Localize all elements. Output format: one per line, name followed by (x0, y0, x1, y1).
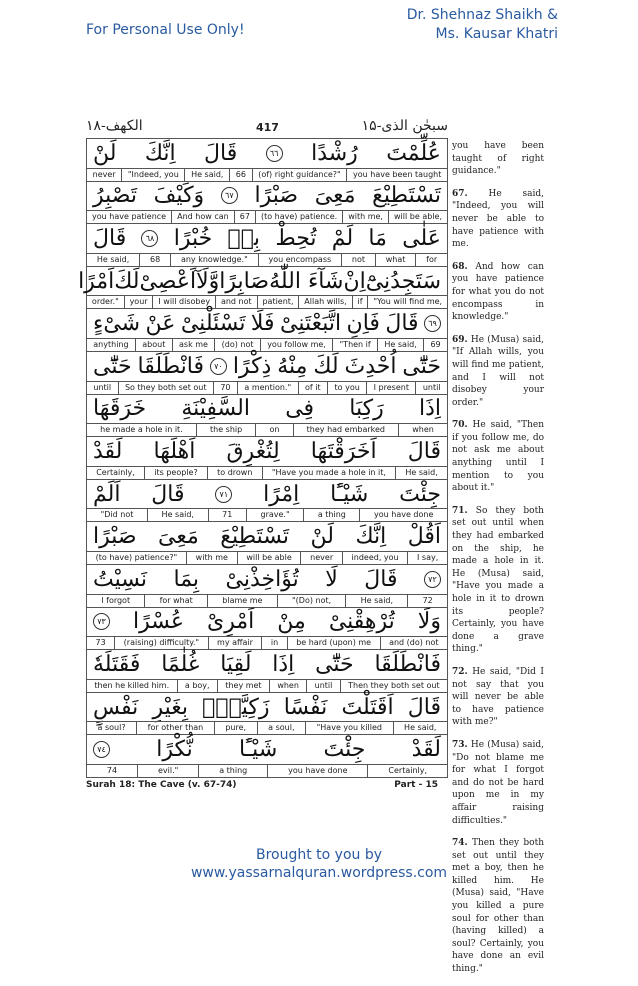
arabic-word: لِتُغْرِقَ (226, 438, 280, 464)
arabic-word: لَا (325, 566, 338, 592)
gloss-cell: Allah wills, (298, 296, 351, 308)
arabic-word: فَقَتَلَهٗ (93, 651, 141, 677)
gloss-cell: if (352, 296, 368, 308)
arabic-line (87, 139, 447, 168)
translation-paragraph (452, 334, 544, 410)
translation-paragraph (452, 419, 544, 495)
gloss-line (87, 721, 447, 735)
header-left: For Personal Use Only! (86, 22, 245, 38)
gloss-cell: about (135, 339, 172, 351)
gloss-cell: they met (217, 680, 269, 692)
arabic-word: اَهْلَهَا (153, 438, 196, 464)
arabic-word: غُلٰمًا (161, 651, 200, 677)
translation-text: And how can you have patience for what you do not encompass in knowledge." (452, 261, 544, 323)
arabic-word: عُلِّمْتَ (386, 140, 441, 166)
gloss-cell: for (415, 254, 447, 266)
arabic-line (87, 608, 447, 637)
gloss-cell: "You will find me, (367, 296, 447, 308)
arabic-word: تُؤَاخِذْنِىْ (225, 566, 299, 592)
gloss-cell: never (92, 169, 116, 179)
verse-number-marker: ٧٠ (210, 358, 227, 375)
gloss-cell: 69 (423, 339, 447, 351)
arabic-word: فَاِنِ (346, 311, 380, 337)
gloss-cell: a boy, (177, 680, 217, 692)
gloss-line (87, 253, 447, 267)
gloss-cell: a soul? (97, 723, 126, 733)
arabic-line (87, 650, 447, 679)
arabic-word: اِذَا (418, 396, 441, 422)
gloss-cell: to drown (207, 467, 262, 479)
arabic-word: قَالَ (407, 694, 441, 720)
gloss-cell: He said, (96, 254, 130, 264)
gloss-cell: never (300, 552, 341, 564)
gloss-cell: I will disobey (152, 296, 215, 308)
arabic-word: وَلَا (417, 609, 441, 635)
arabic-word: مِنْهُ (277, 353, 308, 379)
translation-text: He said, "Indeed, you will never be able to have patience with me. (452, 188, 544, 250)
gloss-cell: (to have) patience?" (95, 553, 178, 562)
verse-number: 73. (452, 739, 468, 750)
translation-text: He said, "Did I not say that you will never be able to have patience with me?" (452, 666, 544, 728)
gloss-cell: (do) not (214, 339, 260, 351)
gloss-cell: He said, (395, 467, 447, 479)
gloss-cell: "Have you killed (305, 722, 392, 734)
translation-text: He (Musa) said, "If Allah wills, you will find me patient, and I will not disobey your order." (452, 334, 544, 408)
surah-reference: Surah 18: The Cave (v. 67-74) (86, 780, 237, 790)
arabic-word: تَسْتَطِيْعَ (220, 524, 290, 550)
arabic-word: حَتّٰٓى (402, 353, 441, 379)
arabic-word: بِهٖ (227, 225, 261, 251)
verse-number-marker: ٧٤ (93, 741, 110, 758)
arabic-word: اُحْدِثَ (344, 353, 397, 379)
arabic-line (87, 224, 447, 253)
gloss-cell: He said, (377, 339, 423, 351)
gloss-cell: will be able (237, 552, 301, 564)
gloss-cell: a soul, (257, 722, 305, 734)
arabic-line (87, 395, 447, 424)
arabic-word: نَفْسًا (283, 694, 328, 720)
arabic-word: وَّلَآ (196, 268, 220, 294)
arabic-line (87, 565, 447, 594)
arabic-word: صَابِرًا (219, 268, 270, 294)
verse-number: 72. (452, 666, 468, 677)
gloss-cell: 73 (95, 638, 106, 648)
arabic-word: تَسْئَلْنِىْ (180, 311, 246, 337)
gloss-cell: to you (327, 382, 366, 394)
arabic-word: عُسْرًا (133, 609, 185, 635)
gloss-cell: until (306, 680, 339, 692)
gloss-line (87, 764, 447, 778)
gloss-cell: (raising) difficulty." (114, 637, 207, 649)
gloss-cell: indeed, you (342, 552, 408, 564)
gloss-cell: He said, (345, 595, 407, 607)
gloss-cell: on (255, 424, 292, 436)
arabic-word: شَيْـًٔا (239, 737, 278, 763)
gloss-line (87, 466, 447, 480)
arabic-word: اَقُلْ (407, 524, 441, 550)
verse-number: 69. (452, 334, 468, 345)
verse-number-marker: ٦٩ (424, 315, 441, 332)
translation-text: you have been taught of right guidance." (452, 141, 544, 177)
arabic-word: تُرْهِقْنِىْ (328, 609, 395, 635)
gloss-cell: "Did not (100, 510, 134, 520)
arabic-word: لَكَ (313, 353, 339, 379)
arabic-word: شَىْءٍ (93, 311, 141, 337)
verse-number-marker: ٦٧ (221, 187, 238, 204)
gloss-cell: grave." (246, 509, 303, 521)
gloss-cell: you encompass (258, 254, 341, 266)
arabic-word: عَلٰى (402, 225, 441, 251)
gloss-cell: be hard (upon) me (287, 637, 380, 649)
translation-paragraph (452, 505, 544, 656)
arabic-line (87, 437, 447, 466)
verse-number: 74. (452, 838, 468, 849)
gloss-cell: I say, (407, 552, 447, 564)
gloss-cell: when (398, 424, 447, 436)
arabic-word: سَتَجِدُنِىْٓ (365, 268, 441, 294)
arabic-word: رَكِبَا (349, 396, 384, 422)
verse-number-marker: ٦٦ (266, 145, 283, 162)
arabic-word: حَتّٰٓى (93, 353, 132, 379)
arabic-word: بِمَا (173, 566, 200, 592)
verse-number: 70. (452, 420, 468, 431)
arabic-word: ذِكْرًا (232, 353, 272, 379)
arabic-word: اِنْ (343, 268, 366, 294)
arabic-word: مَا (368, 225, 387, 251)
arabic-word: عَنْ (145, 311, 176, 337)
arabic-word: لَقِيَا (220, 651, 252, 677)
gloss-cell: a thing (198, 765, 267, 777)
gloss-cell: in (261, 637, 286, 649)
gloss-cell: then he killed him. (94, 680, 170, 690)
arabic-word: لَنْ (93, 140, 117, 166)
gloss-cell: not (341, 254, 375, 266)
gloss-cell: a thing (303, 509, 359, 521)
website-link[interactable]: www.yassarnalquran.wordpress.com (190, 865, 448, 881)
arabic-line (87, 182, 447, 211)
header-right (407, 6, 558, 44)
gloss-cell: what (375, 254, 415, 266)
arabic-word: اَلَمْ (93, 481, 121, 507)
arabic-line (87, 693, 447, 722)
gloss-cell: until (415, 382, 447, 394)
arabic-word: زَكِيَّةًۢ (202, 694, 270, 720)
arabic-word: اَعْصِىْ (139, 268, 197, 294)
arabic-word: شَيْـًٔا (330, 481, 369, 507)
arabic-word: اِمْرًا (263, 481, 300, 507)
arabic-word: وَكَيْفَ (153, 183, 205, 209)
gloss-cell: for other than (136, 722, 214, 734)
arabic-word: بِغَيْرِ (152, 694, 188, 720)
translation-text: He (Musa) said, "Do not blame me for what I forgot and do not be hard upon me in my affair raising difficulties." (452, 739, 544, 826)
arabic-word: اَمْرًا (78, 268, 115, 294)
translation-paragraph (452, 261, 544, 324)
gloss-cell: (to have) patience. (255, 211, 342, 223)
gloss-line (87, 423, 447, 437)
gloss-line (87, 381, 447, 395)
gloss-cell: (of) right guidance?" (252, 169, 347, 181)
verse-number: 67. (452, 188, 468, 199)
gloss-line (87, 295, 447, 309)
arabic-word: نَسِيْتُ (93, 566, 147, 592)
arabic-word: لَقَدْ (411, 737, 441, 763)
gloss-cell: 72 (407, 595, 447, 607)
gloss-cell: the ship (196, 424, 255, 436)
arabic-word: فَانْطَلَقَا (374, 651, 441, 677)
gloss-line (87, 508, 447, 522)
page-number: 417 (256, 121, 279, 134)
gloss-cell: you have patience (92, 212, 167, 222)
surah-label: الکھف-۱۸ (86, 118, 143, 134)
arabic-word: صَبْرًا (93, 524, 137, 550)
arabic-word: لَقَدْ (93, 438, 123, 464)
arabic-word: تَسْتَطِيْعَ (372, 183, 441, 209)
gloss-cell: 71 (208, 509, 246, 521)
gloss-cell: they had embarked (293, 424, 399, 436)
arabic-word: نَفْسٍ (93, 694, 139, 720)
gloss-cell: He said, (184, 169, 229, 181)
gloss-cell: "Then if (332, 339, 377, 351)
arabic-word: خَرَقَهَا (93, 396, 147, 422)
arabic-word: لَنْ (310, 524, 334, 550)
arabic-word: صَبْرًا (254, 183, 299, 209)
verse-number-marker: ٦٨ (141, 230, 158, 247)
arabic-line (87, 352, 447, 381)
gloss-cell: will be able, (388, 211, 447, 223)
translation-paragraph (452, 140, 544, 178)
arabic-word: جِئْتَ (323, 737, 366, 763)
verse-number: 68. (452, 261, 468, 272)
arabic-word: السَّفِيْنَةِ (181, 396, 250, 422)
arabic-word: اِنَّكَ (355, 524, 387, 550)
gloss-cell: 66 (229, 169, 251, 181)
arabic-word: اَمْرِىْ (207, 609, 255, 635)
gloss-cell: So they both set out (118, 382, 213, 394)
arabic-word: نُّكْرًا (156, 737, 193, 763)
part-reference: Part - 15 (394, 780, 438, 790)
gloss-cell: 67 (234, 211, 255, 223)
arabic-word: لَكَ (114, 268, 140, 294)
gloss-cell: "(Do) not, (277, 595, 346, 607)
gloss-cell: pure, (214, 722, 257, 734)
translation-paragraph (452, 666, 544, 729)
gloss-cell: order." (91, 297, 119, 307)
author-line-1: Dr. Shehnaz Shaikh & (406, 7, 558, 23)
arabic-word: جِئْتَ (399, 481, 441, 507)
translation-paragraph (452, 188, 544, 251)
translation-text: He said, "Then if you follow me, do not ask me about anything until I mention to you about it." (452, 420, 544, 494)
gloss-cell: its people? (144, 467, 207, 479)
brought-by (0, 846, 638, 882)
gloss-cell: he made a hole in it. (100, 425, 183, 435)
gloss-cell: Certainly, (96, 467, 135, 477)
arabic-word: تَصْبِرُ (93, 183, 137, 209)
gloss-cell: with me (186, 552, 237, 564)
arabic-word: مَعِىَ (158, 524, 199, 550)
arabic-line (87, 522, 447, 551)
gloss-cell: and (do) not (380, 637, 447, 649)
gloss-cell: patient, (257, 296, 299, 308)
verse-number-marker: ٧٣ (93, 613, 110, 630)
gloss-cell: "Indeed, you (121, 169, 184, 181)
arabic-word: قَالَ (204, 140, 238, 166)
gloss-cell: you have been taught (346, 169, 447, 181)
arabic-word: قَالَ (151, 481, 185, 507)
arabic-word: اَخَرَقْتَهَا (310, 438, 377, 464)
gloss-cell: you follow me, (260, 339, 332, 351)
arabic-line (78, 267, 447, 296)
gloss-cell: blame me (207, 595, 277, 607)
arabic-word: اِذَا (272, 651, 295, 677)
gloss-cell: anything (93, 340, 129, 349)
gloss-cell: He said, (147, 509, 208, 521)
page-top-line (86, 118, 448, 138)
gloss-cell: you have done (267, 765, 367, 777)
gloss-cell: "Have you made a hole in it, (262, 467, 396, 479)
gloss-line (87, 551, 447, 565)
gloss-line (87, 210, 447, 224)
gloss-cell: for what (144, 595, 207, 607)
arabic-word: اِنَّكَ (144, 140, 176, 166)
gloss-cell: a mention." (237, 382, 298, 394)
arabic-word: تُحِطْ (275, 225, 317, 251)
arabic-word: قَالَ (364, 566, 398, 592)
verse-number-marker: ٧٢ (424, 571, 441, 588)
gloss-cell: I present (366, 382, 415, 394)
gloss-cell: when (269, 680, 306, 692)
gloss-cell: Then they both set out (340, 680, 447, 692)
arabic-word: خُبْرًا (173, 225, 213, 251)
arabic-word: قَالَ (407, 438, 441, 464)
gloss-cell: He said, (393, 722, 448, 734)
translation-text: So they both set out until when they had embarked on the ship, he made a hole in it. He (Musa) said, "Have you made a hole in it to drown its people? Certainly, you have done a grave thing." (452, 505, 544, 655)
gloss-cell: And how can (171, 211, 234, 223)
gloss-cell: evil." (137, 765, 198, 777)
word-by-word-grid (78, 138, 448, 778)
arabic-word: فِى (285, 396, 315, 422)
gloss-cell: 74 (106, 766, 118, 775)
arabic-word: شَآءَ اللّٰهُ (269, 268, 344, 294)
translation-paragraph (452, 739, 544, 827)
arabic-word: مَعِىَ (314, 183, 356, 209)
arabic-line (87, 480, 447, 509)
gloss-cell: I forgot (101, 595, 131, 605)
gloss-cell: 70 (213, 382, 237, 394)
gloss-cell: with me, (342, 211, 388, 223)
gloss-cell: Certainly, (367, 765, 447, 777)
gloss-cell: 68 (139, 254, 170, 266)
arabic-line (87, 735, 447, 764)
arabic-word: رُشْدًا (311, 140, 358, 166)
arabic-word: قَالَ (93, 225, 127, 251)
arabic-line (87, 309, 447, 338)
arabic-word: فَانْطَلَقَا (137, 353, 204, 379)
gloss-line (87, 594, 447, 608)
arabic-word: لَمْ (331, 225, 354, 251)
arabic-word: مِنْ (277, 609, 306, 635)
arabic-word: فَلَا (250, 311, 275, 337)
gloss-cell: any knowledge." (170, 254, 258, 266)
gloss-cell: my affair (208, 637, 262, 649)
arabic-word: اَقَتَلْتَ (341, 694, 394, 720)
gloss-cell: ask me (172, 339, 215, 351)
juz-label: سبحٰن الذی-۱۵ (361, 118, 448, 134)
gloss-cell: of it (298, 382, 327, 394)
verse-number-marker: ٧١ (215, 486, 232, 503)
arabic-word: حَتّٰٓى (315, 651, 354, 677)
verse-number: 71. (452, 505, 468, 516)
brought-by-text: Brought to you by (255, 847, 383, 863)
author-line-2: Ms. Kausar Khatri (435, 26, 558, 42)
gloss-line (87, 636, 447, 650)
gloss-line (87, 679, 447, 693)
arabic-word: اتَّبَعْتَنِىْ (280, 311, 342, 337)
gloss-cell: until (93, 382, 112, 392)
translation-text: Then they both set out until they met a boy, then he killed him. He (Musa) said, "Have you killed a pure soul for other than (having killed) a soul? Certainly, you have done an evil thing." (452, 838, 544, 975)
gloss-cell: and not (215, 296, 257, 308)
gloss-cell: you have done (359, 509, 447, 521)
arabic-word: قَالَ (385, 311, 419, 337)
gloss-line (87, 168, 447, 182)
gloss-line (87, 338, 447, 352)
gloss-cell: your (124, 296, 153, 308)
